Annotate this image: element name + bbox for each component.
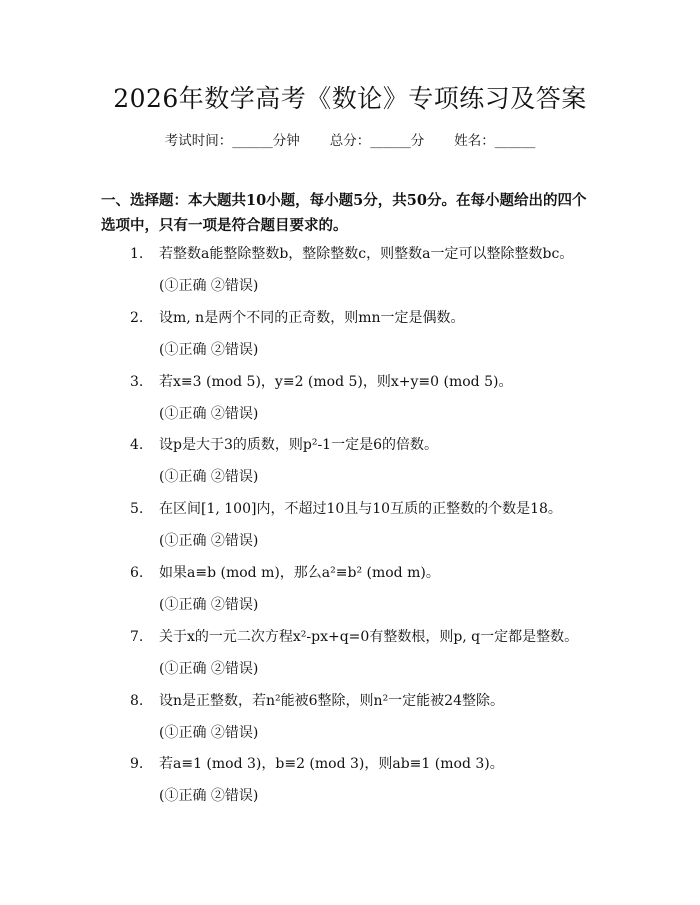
question-number: 5. (130, 501, 144, 518)
question-stem: 关于x的一元二次方程x²-px+q=0有整数根，则p, q一定都是整数。 (159, 628, 579, 645)
question-item (0, 498, 700, 562)
page-title: 2026年数学高考《数论》专项练习及答案 (113, 84, 587, 113)
question-options: (①正确 ②错误) (159, 533, 259, 550)
total-score-field: 总分：______分 (329, 133, 425, 149)
question-item (0, 626, 700, 690)
question-stem: 若整数a能整除整数b，整除整数c，则整数a一定可以整除整数bc。 (159, 246, 574, 262)
question-stem: 如果a≡b (mod m)，那么a²≡b² (mod m)。 (159, 564, 440, 581)
question-options: (①正确 ②错误) (159, 660, 259, 677)
question-item (0, 690, 700, 754)
question-number: 8. (130, 692, 144, 709)
question-number: 9. (130, 756, 144, 773)
question-number: 2. (130, 309, 144, 326)
question-options: (①正确 ②错误) (159, 278, 259, 294)
question-stem: 设p是大于3的质数，则p²-1一定是6的倍数。 (159, 437, 438, 454)
question-options: (①正确 ②错误) (159, 405, 259, 422)
question-item (0, 753, 700, 817)
question-options: (①正确 ②错误) (159, 341, 259, 358)
exam-meta (0, 131, 700, 151)
question-stem: 在区间[1, 100]内，不超过10且与10互质的正整数的个数是18。 (159, 501, 562, 518)
question-options: (①正确 ②错误) (159, 788, 259, 805)
section-heading: 一、选择题：本大题共10小题，每小题5分，共50分。在每小题给出的四个选项中，只有一项是符合题目要求的。 (101, 192, 587, 234)
question-number: 1. (130, 246, 144, 262)
question-number: 4. (130, 437, 144, 454)
question-number: 6. (130, 564, 144, 581)
question-stem: 设m, n是两个不同的正奇数，则mn一定是偶数。 (159, 309, 465, 326)
student-name-field: 姓名：______ (454, 133, 536, 149)
question-options: (①正确 ②错误) (159, 724, 259, 741)
question-item (0, 562, 700, 626)
question-number: 3. (130, 373, 144, 390)
question-item (0, 371, 700, 435)
question-item (0, 434, 700, 498)
question-list (0, 243, 700, 817)
question-item (0, 307, 700, 371)
question-stem: 若a≡1 (mod 3)，b≡2 (mod 3)，则ab≡1 (mod 3)。 (159, 756, 504, 773)
question-number: 7. (130, 628, 144, 645)
question-stem: 设n是正整数，若n²能被6整除，则n²一定能被24整除。 (159, 692, 504, 709)
question-options: (①正确 ②错误) (159, 469, 259, 486)
question-options: (①正确 ②错误) (159, 596, 259, 613)
question-item (0, 243, 700, 307)
exam-time-field: 考试时间：______分钟 (164, 133, 300, 149)
question-stem: 若x≡3 (mod 5)，y≡2 (mod 5)，则x+y≡0 (mod 5)。 (159, 373, 513, 390)
